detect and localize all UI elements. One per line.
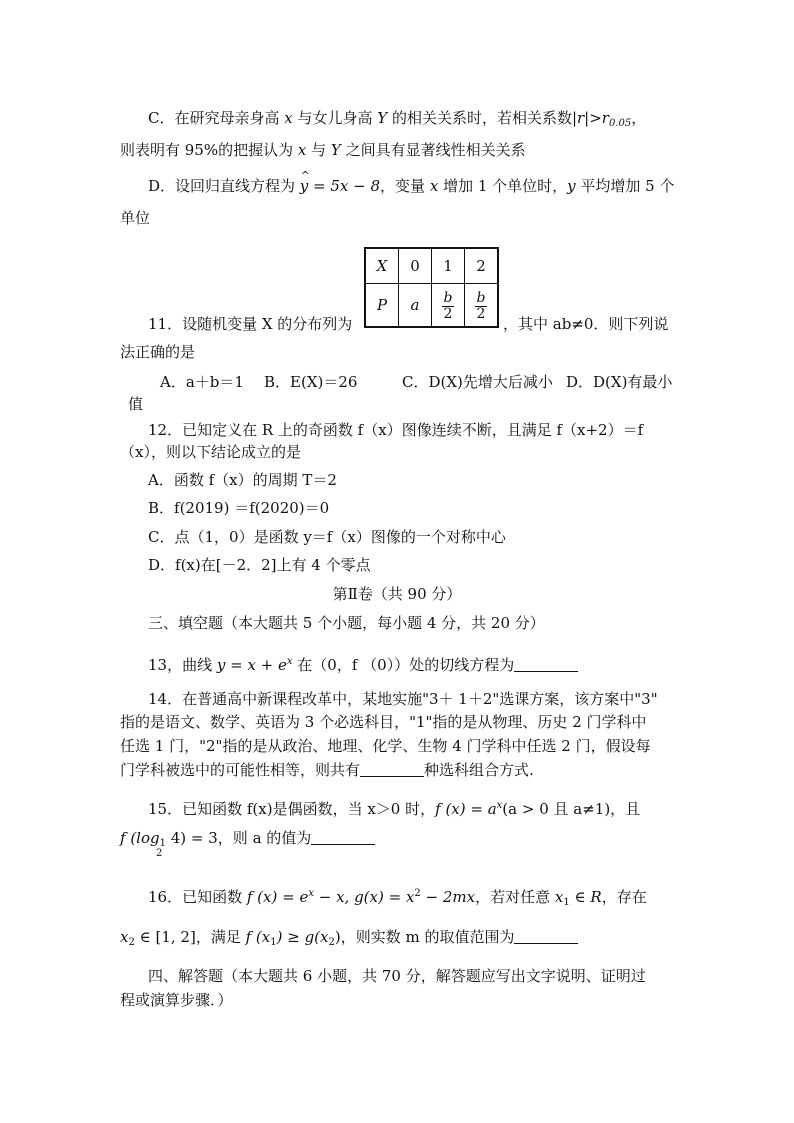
text: 与 (306, 141, 331, 159)
denominator: 2 (443, 306, 453, 322)
q12-line1: 12．已知定义在 R 上的奇函数 f（x）图像连续不断，且满足 f（x+2）＝f (148, 421, 644, 439)
subscript: 2 (128, 937, 135, 948)
option-d-line1 (148, 176, 675, 196)
log-expr (120, 828, 218, 859)
text: D．设回归直线方程为 (148, 177, 300, 195)
table-cell: P (365, 284, 399, 328)
var-y: Y (330, 141, 341, 159)
section-2-title: 第Ⅱ卷（共 90 分） (332, 585, 462, 603)
text: C．在研究母亲身高 (148, 109, 285, 127)
text: 门学科被选中的可能性相等，则共有 (120, 761, 361, 779)
answer-blank (360, 762, 424, 777)
q11-option-b: B．E(X)＝26 (264, 373, 358, 391)
q11-option-c: C．D(X)先增大后减小 (402, 373, 553, 391)
text: ，变量 (380, 177, 430, 195)
answer-blank (514, 929, 578, 944)
var: x (554, 888, 564, 906)
q16-line1 (148, 884, 647, 913)
q12-option-c: C．点（1，0）是函数 y＝f（x）图像的一个对称中心 (148, 528, 506, 546)
function-expr: − 2mx (420, 888, 476, 906)
regression-equation: = 5x − 8 (308, 177, 381, 195)
text: 的相关关系时，若相关系数 (387, 109, 572, 127)
table-row (365, 284, 498, 328)
text: ，若对任意 (475, 888, 555, 906)
table-cell: 1 (432, 248, 465, 284)
correlation-expr: |r|>r (571, 109, 609, 127)
function-expr: − x, g(x) = x (313, 888, 415, 906)
q11-option-d-cont: 值 (128, 395, 144, 413)
interval: ∈ [1, 2] (134, 928, 196, 946)
table-cell: 0 (399, 248, 432, 284)
var: x (120, 928, 129, 946)
text: 15．已知函数 f(x)是偶函数，当 x＞0 时， (148, 800, 436, 818)
q14-line1: 14．在普通高中新课程改革中，某地实施"3＋ 1＋2"选课方案，该方案中"3" (148, 690, 658, 708)
numerator: b (443, 290, 453, 306)
superscript: 2 (414, 888, 421, 899)
function-expr: f (x) = a (435, 800, 497, 818)
q12-option-b: B．f(2019) ＝f(2020)＝0 (148, 499, 330, 517)
option-c-line1 (148, 108, 646, 134)
var-x: x (297, 141, 307, 159)
var-y: Y (377, 109, 388, 127)
text: 之间具有显著线性相关关系 (340, 141, 526, 159)
section-3-title: 三、填空题（本大题共 5 个小题，每小题 4 分，共 20 分） (148, 614, 545, 632)
text: 种选科组合方式. (424, 761, 534, 779)
curve-equation: y = x + e (216, 656, 287, 674)
q15-line2 (120, 828, 375, 859)
text: ，满足 (195, 928, 246, 946)
section-4-line2: 程或演算步骤．） (120, 991, 233, 1009)
set-expr: ∈ R (569, 888, 602, 906)
q11-option-d: D．D(X)有最小 (566, 373, 673, 391)
q15-line1 (148, 796, 640, 819)
text: ) (334, 928, 341, 946)
text: 16．已知函数 (148, 888, 247, 906)
text: 增加 1 个单位时， (438, 177, 568, 195)
q12-line2: （x），则以下结论成立的是 (120, 443, 301, 461)
option-d-line2: 单位 (120, 209, 151, 227)
denominator: 2 (476, 306, 486, 322)
q14-line2: 指的是语文、数学、英语为 3 个必选科目，"1"指的是从物理、历史 2 门学科中 (120, 713, 647, 731)
distribution-table (364, 247, 499, 328)
table-cell (432, 284, 465, 328)
superscript: x (496, 800, 503, 811)
q16-line2 (120, 927, 578, 953)
superscript: x (286, 656, 293, 667)
q12-option-d: D．f(x)在[－2．2]上有 4 个零点 (148, 556, 371, 574)
text: 与女儿身高 (292, 109, 378, 127)
table-row (365, 248, 498, 284)
subscript: 1 (270, 937, 277, 948)
q13-line (148, 652, 578, 675)
answer-blank (514, 657, 578, 672)
option-c-line2 (120, 140, 526, 160)
table-cell: a (399, 284, 432, 328)
q11-option-a: A．a＋b＝1 (160, 373, 244, 391)
q11-lead: 11．设随机变量 X 的分布列为 (148, 315, 353, 333)
q11-line2: 法正确的是 (120, 343, 196, 361)
q11-tail: ，其中 ab≠0．则下列说 (503, 315, 669, 333)
subscript: 1 (159, 838, 166, 849)
subscript: 0.05 (608, 118, 632, 129)
answer-blank (311, 830, 375, 845)
text: ， (631, 109, 647, 127)
fraction (442, 291, 455, 322)
y-hat: ^ y (300, 176, 308, 196)
numerator: b (476, 290, 486, 306)
function-expr: ) ≥ g(x (276, 928, 329, 946)
subscript: 2 (328, 937, 335, 948)
subscript: 1 (563, 897, 570, 908)
function-expr: f (x) = e (246, 888, 309, 906)
text: 则表明有 95%的把握认为 (120, 141, 298, 159)
superscript: x (308, 888, 314, 899)
var-x: x (429, 177, 439, 195)
var-y: y (567, 177, 576, 195)
text: (a > 0 且 a≠1)，且 (502, 800, 641, 818)
text: 13，曲线 (148, 656, 217, 674)
text: 在（0，f （0））处的切线方程为 (292, 656, 515, 674)
log-base-denominator: 2 (156, 848, 163, 859)
text: 平均增加 5 个 (575, 177, 675, 195)
text: ，则 a 的值为 (217, 829, 312, 847)
q12-option-a: A．函数 f（x）的周期 T＝2 (148, 471, 337, 489)
q14-line4 (120, 760, 534, 780)
table-cell: X (365, 248, 399, 284)
fraction (475, 291, 488, 322)
table-cell: 2 (465, 248, 499, 284)
var-x: x (284, 109, 293, 127)
q14-line3: 任选 1 门，"2"指的是从政治、地理、化学、生物 4 门学科中任选 2 门，假设每 (120, 737, 651, 755)
text: ，则实数 m 的取值范围为 (340, 928, 515, 946)
text: f (log (120, 829, 160, 847)
text: 4) = 3 (165, 829, 218, 847)
section-4-line1: 四、解答题（本大题共 6 小题，共 70 分，解答题应写出文字说明、证明过 (148, 967, 646, 985)
text: ，存在 (601, 888, 647, 906)
function-expr: f (x (245, 928, 271, 946)
table-cell (465, 284, 499, 328)
